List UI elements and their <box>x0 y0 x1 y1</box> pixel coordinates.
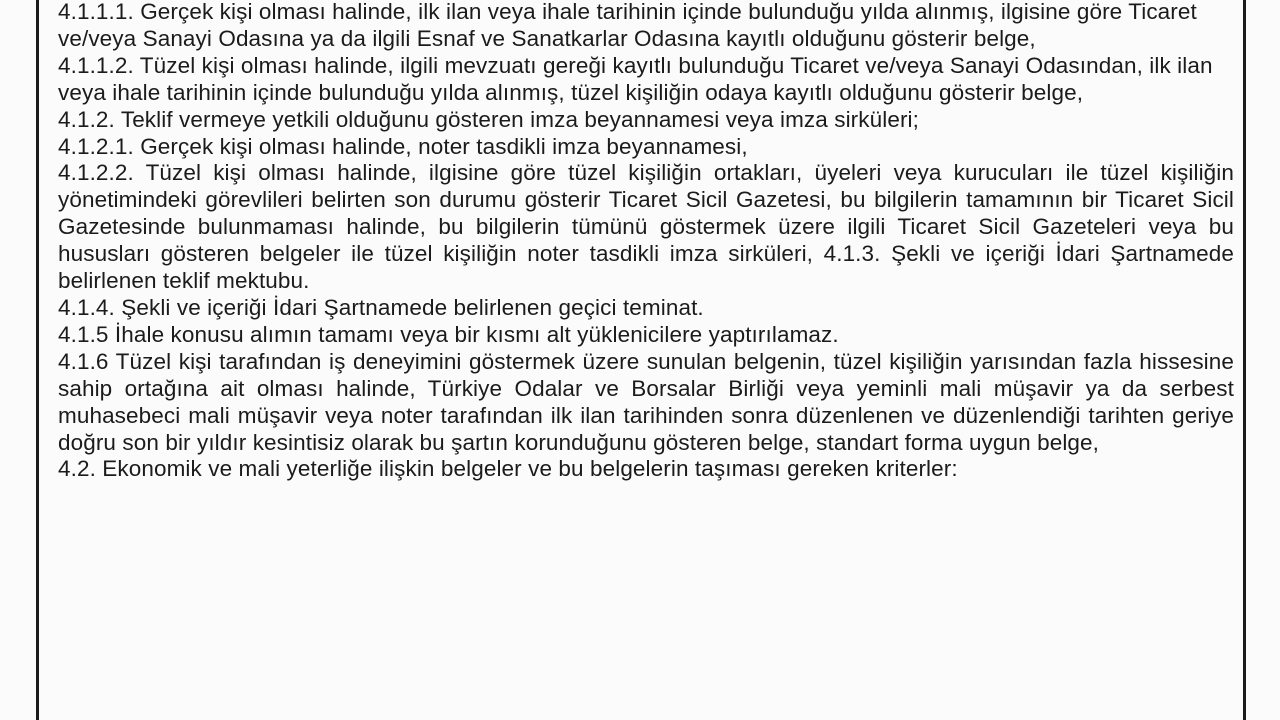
clause-4-1-6: 4.1.6 Tüzel kişi tarafından iş deneyimini göstermek üzere sunulan belgenin, tüzel kişiliğin yarısından fazla hissesine sahip ortağına ait olması halinde, Türkiye Odalar ve Borsalar Birliği veya yeminli mali müşavir ya da serbest muhasebeci mali müşavir veya noter tarafından ilk ilan tarihinden sonra düzenlenen ve düzenlendiği tarihten geriye doğru son bir yıldır kesintisiz olarak bu şartın korunduğunu gösteren belge, standart forma uygun belge, <box>58 348 1234 455</box>
clause-4-1-1-2: 4.1.1.2. Tüzel kişi olması halinde, ilgili mevzuatı gereği kayıtlı bulunduğu Ticaret ve/veya Sanayi Odasından, ilk ilan veya ihale tarihinin içinde bulunduğu yılda alınmış, tüzel kişiliğin odaya kayıtlı olduğunu gösterir belge, <box>58 52 1213 105</box>
clause-4-2: 4.2. Ekonomik ve mali yeterliğe ilişkin belgeler ve bu belgelerin taşıması gereken kriterler: <box>58 456 958 482</box>
clause-4-1-5: 4.1.5 İhale konusu alımın tamamı veya bir kısmı alt yüklenicilere yaptırılamaz. <box>58 321 839 347</box>
clause-4-1-2-2: 4.1.2.2. Tüzel kişi olması halinde, ilgisine göre tüzel kişiliğin ortakları, üyeleri veya kurucuları ile tüzel kişiliğin yönetimindeki görevlileri belirten son durumu gösterir Ticaret Sicil Gazetesi, bu bilgilerin tamamının bir Ticaret Sicil Gazetesinde bulunmaması halinde, bu bilgilerin tümünü göstermek üzere ilgili Ticaret Sicil Gazeteleri veya bu hususları gösteren belgeler ile tüzel kişiliğin noter tasdikli imza sirküleri, 4.1.3. Şekli ve içeriği İdari Şartnamede belirlenen teklif mektubu. <box>58 160 1234 294</box>
clause-4-1-2-1: 4.1.2.1. Gerçek kişi olması halinde, noter tasdikli imza beyannamesi, <box>58 133 748 159</box>
frame-left-border <box>36 0 39 720</box>
document-body <box>58 0 1234 483</box>
clause-4-1-4: 4.1.4. Şekli ve içeriği İdari Şartnamede belirlenen geçici teminat. <box>58 294 704 320</box>
clause-4-1-2: 4.1.2. Teklif vermeye yetkili olduğunu gösteren imza beyannamesi veya imza sirküleri; <box>58 106 919 132</box>
clause-4-1-1-1: 4.1.1.1. Gerçek kişi olması halinde, ilk ilan veya ihale tarihinin içinde bulunduğu yılda alınmış, ilgisine göre Ticaret ve/veya Sanayi Odasına ya da ilgili Esnaf ve Sanatkarlar Odasına kayıtlı olduğunu gösterir belge, <box>58 0 1197 51</box>
frame-right-border <box>1243 0 1246 720</box>
